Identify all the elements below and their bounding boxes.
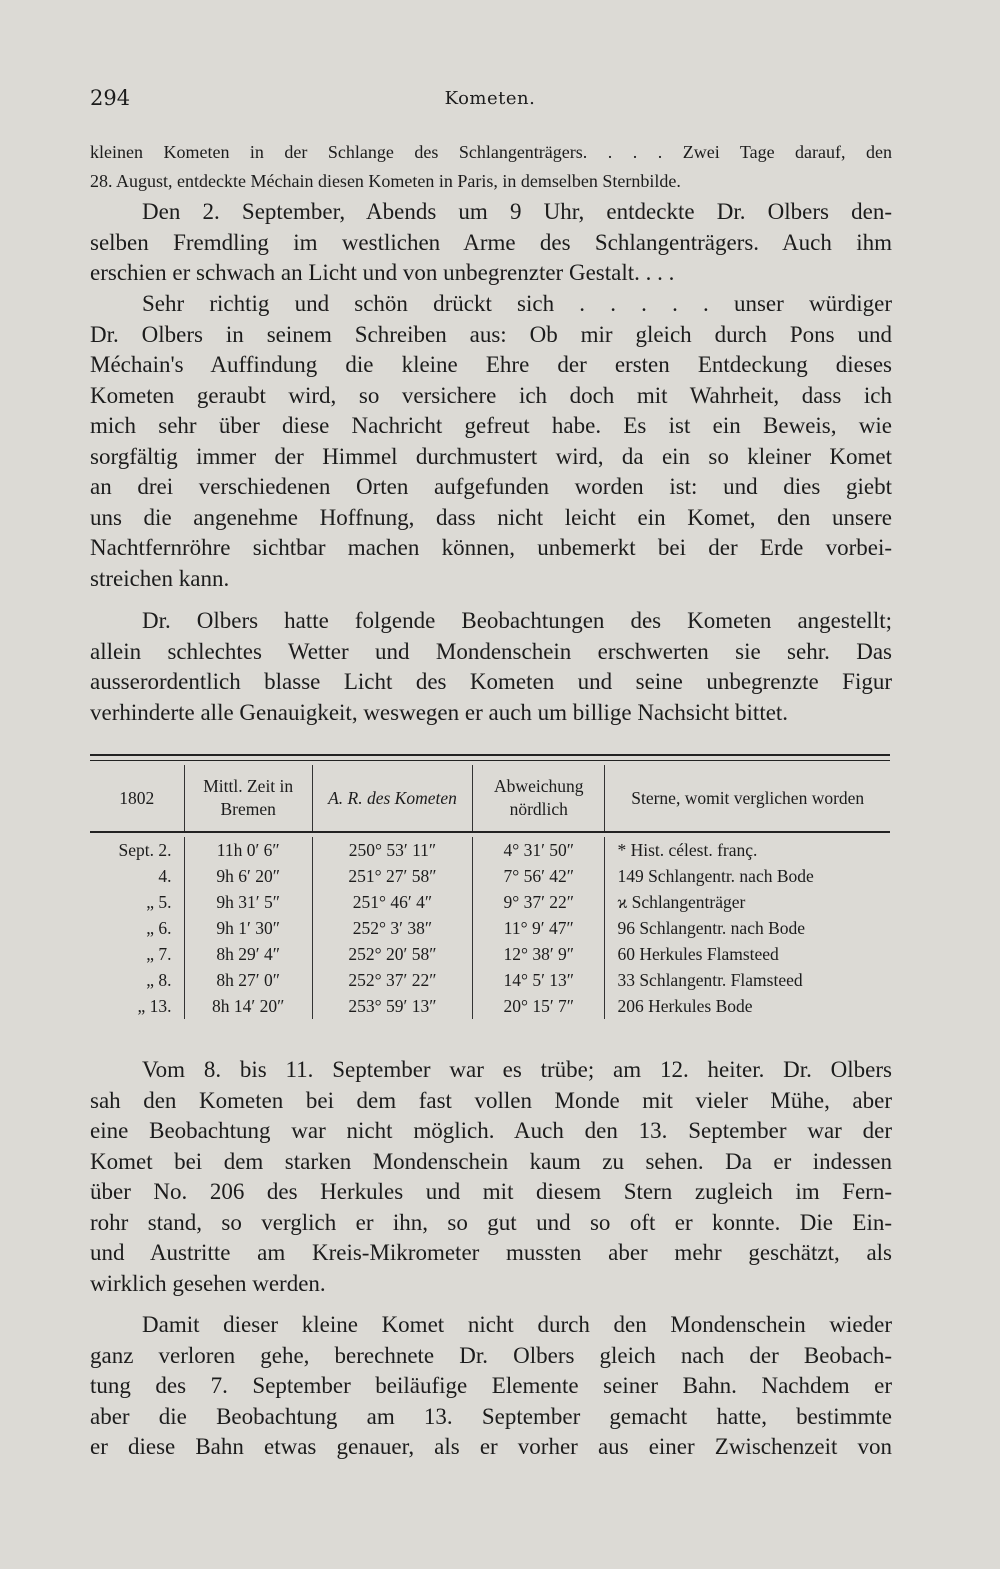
table-cell: 250° 53′ 11″ xyxy=(348,840,437,860)
paragraph-2 xyxy=(90,197,892,289)
text-line: sah den Kometen bei dem fast vollen Monde mit vieler Mühe, aber xyxy=(90,1087,892,1113)
text-line: sorgfältig immer der Himmel durchmustert wird, da ein so kleiner Komet xyxy=(90,443,892,469)
table-cell: 96 Schlangentr. nach Bode xyxy=(617,918,806,938)
table-cell: 33 Schlangentr. Flamsteed xyxy=(617,970,803,990)
table-cell: 253° 59′ 13″ xyxy=(348,996,437,1016)
text-line: und Austritte am Kreis-Mikrometer mussten aber mehr geschätzt, als xyxy=(90,1240,892,1265)
text-line: tung des 7. September beiläufige Elemente seiner Bahn. Nachdem er xyxy=(90,1373,892,1398)
text-line: Vom 8. bis 11. September war es trübe; am 12. heiter. Dr. Olbers xyxy=(142,1057,892,1082)
text-line: ganz verloren gehe, berechnete Dr. Olbers gleich nach der Beobach- xyxy=(90,1342,892,1368)
table-cell: 11h 0′ 6″ xyxy=(216,840,280,860)
table-cell: 9h 1′ 30″ xyxy=(216,918,281,938)
observations-table xyxy=(90,754,890,1019)
table-cell: 206 Herkules Bode xyxy=(617,996,753,1016)
table-cell: 4° 31′ 50″ xyxy=(503,840,575,860)
paragraph-3 xyxy=(90,289,892,594)
text-line: eine Beobachtung war nicht möglich. Auch den 13. September war der xyxy=(90,1118,892,1143)
header-declination: Abweichung nördlich xyxy=(473,765,605,831)
table-cell: 60 Herkules Flamsteed xyxy=(617,944,779,964)
table-cell: 251° 27′ 58″ xyxy=(348,866,437,886)
text-line: Kometen geraubt wird, so versichere ich doch mit Wahrheit, dass ich xyxy=(90,382,892,408)
table-cell: 7° 56′ 42″ xyxy=(503,866,575,886)
table-cell: 251° 46′ 4″ xyxy=(352,892,433,912)
table-cell: 252° 20′ 58″ xyxy=(348,944,437,964)
text-line: kleinen Kometen in der Schlange des Schlangenträgers. . . . Zwei Tage darauf, den xyxy=(90,142,892,162)
text-line: Dr. Olbers in seinem Schreiben aus: Ob mir gleich durch Pons und xyxy=(90,321,892,347)
text-line: erschien er schwach an Licht und von unbegrenzter Gestalt. . . . xyxy=(90,260,675,285)
text-line: Dr. Olbers hatte folgende Beobachtungen des Kometen angestellt; xyxy=(142,608,892,633)
text-line: streichen kann. xyxy=(90,565,230,591)
table-cell: ϰ Schlangenträger xyxy=(617,892,746,912)
table-cell: 252° 37′ 22″ xyxy=(348,970,437,990)
column-time xyxy=(185,837,313,1019)
text-line: Komet bei dem starken Mondenschein kaum zu sehen. Da er indessen xyxy=(90,1148,892,1174)
text-line: ausserordentlich blasse Licht des Kometen und seine unbegrenzte Figur xyxy=(90,669,892,694)
table-cell: 9° 37′ 22″ xyxy=(503,892,575,912)
table-cell: 8h 27′ 0″ xyxy=(216,970,281,990)
table-cell: 149 Schlangentr. nach Bode xyxy=(617,866,814,886)
table-cell: 12° 38′ 9″ xyxy=(503,944,575,964)
text-line: Méchain's Auffindung die kleine Ehre der ersten Entdeckung dieses xyxy=(90,352,892,377)
page-header xyxy=(90,86,890,116)
running-title: Kometen. xyxy=(444,88,536,109)
header-stars: Sterne, womit verglichen worden xyxy=(631,787,865,808)
table-cell: „ 13. xyxy=(137,996,172,1016)
table-cell: 4. xyxy=(158,866,172,886)
column-ra xyxy=(313,837,473,1019)
header-time: Mittl. Zeit in Bremen xyxy=(185,765,313,831)
text-line: Sehr richtig und schön drückt sich . . . . . unser würdiger xyxy=(142,291,892,316)
text-line: Den 2. September, Abends um 9 Uhr, entdeckte Dr. Olbers den- xyxy=(142,199,892,224)
table-cell: * Hist. célest. franç. xyxy=(617,840,758,860)
table-cell: 11° 9′ 47″ xyxy=(503,918,574,938)
table-cell: „ 5. xyxy=(146,892,172,912)
table-cell: 20° 15′ 7″ xyxy=(503,996,575,1016)
text-line: 28. August, entdeckte Méchain diesen Kometen in Paris, in demselben Sternbilde. xyxy=(90,171,681,191)
table-cell: 8h 14′ 20″ xyxy=(212,996,285,1016)
table-top-rule-thin xyxy=(90,760,890,761)
table-cell: „ 7. xyxy=(146,944,172,964)
page-number: 294 xyxy=(90,86,131,110)
table-body xyxy=(90,833,890,1019)
text-line: mich sehr über diese Nachricht gefreut habe. Es ist ein Beweis, wie xyxy=(90,413,892,438)
text-line: allein schlechtes Wetter und Mondenschein erschwerten sie sehr. Das xyxy=(90,638,892,664)
text-line: Nachtfernröhre sichtbar machen können, unbemerkt bei der Erde vorbei- xyxy=(90,535,892,560)
paragraph-5 xyxy=(90,1055,892,1299)
table-header-row xyxy=(90,765,890,831)
paragraph-4 xyxy=(90,606,892,728)
text-line: aber die Beobachtung am 13. September gemacht hatte, bestimmte xyxy=(90,1403,892,1429)
text-line: er diese Bahn etwas genauer, als er vorher aus einer Zwischenzeit von xyxy=(90,1434,892,1459)
paragraph-6 xyxy=(90,1310,892,1463)
table-cell: 9h 31′ 5″ xyxy=(216,892,281,912)
text-line: selben Fremdling im westlichen Arme des Schlangenträgers. Auch ihm xyxy=(90,229,892,255)
table-top-rule xyxy=(90,754,890,756)
text-line: an drei verschiedenen Orten aufgefunden worden ist: und dies giebt xyxy=(90,474,892,499)
table-cell: „ 6. xyxy=(146,918,172,938)
text-line: verhinderte alle Genauigkeit, weswegen er auch um billige Nachsicht bittet. xyxy=(90,699,789,725)
column-stars xyxy=(605,837,890,1019)
table-cell: Sept. 2. xyxy=(118,840,172,860)
table-cell: 252° 3′ 38″ xyxy=(352,918,433,938)
table-cell: 9h 6′ 20″ xyxy=(216,866,281,886)
text-line: wirklich gesehen werden. xyxy=(90,1270,326,1296)
table-cell: „ 8. xyxy=(146,970,172,990)
header-year: 1802 xyxy=(90,765,185,831)
text-line: über No. 206 des Herkules und mit diesem Stern zugleich im Fern- xyxy=(90,1179,892,1204)
column-declination xyxy=(473,837,605,1019)
paragraph-1 xyxy=(90,138,892,196)
table-cell: 14° 5′ 13″ xyxy=(503,970,575,990)
header-ra: A. R. des Kometen xyxy=(313,765,473,831)
text-line: Damit dieser kleine Komet nicht durch den Mondenschein wieder xyxy=(142,1312,892,1337)
column-date xyxy=(90,837,185,1019)
text-line: rohr stand, so verglich er ihn, so gut und so oft er konnte. Die Ein- xyxy=(90,1209,892,1235)
text-line: uns die angenehme Hoffnung, dass nicht leicht ein Komet, den unsere xyxy=(90,504,892,530)
table-cell: 8h 29′ 4″ xyxy=(216,944,281,964)
